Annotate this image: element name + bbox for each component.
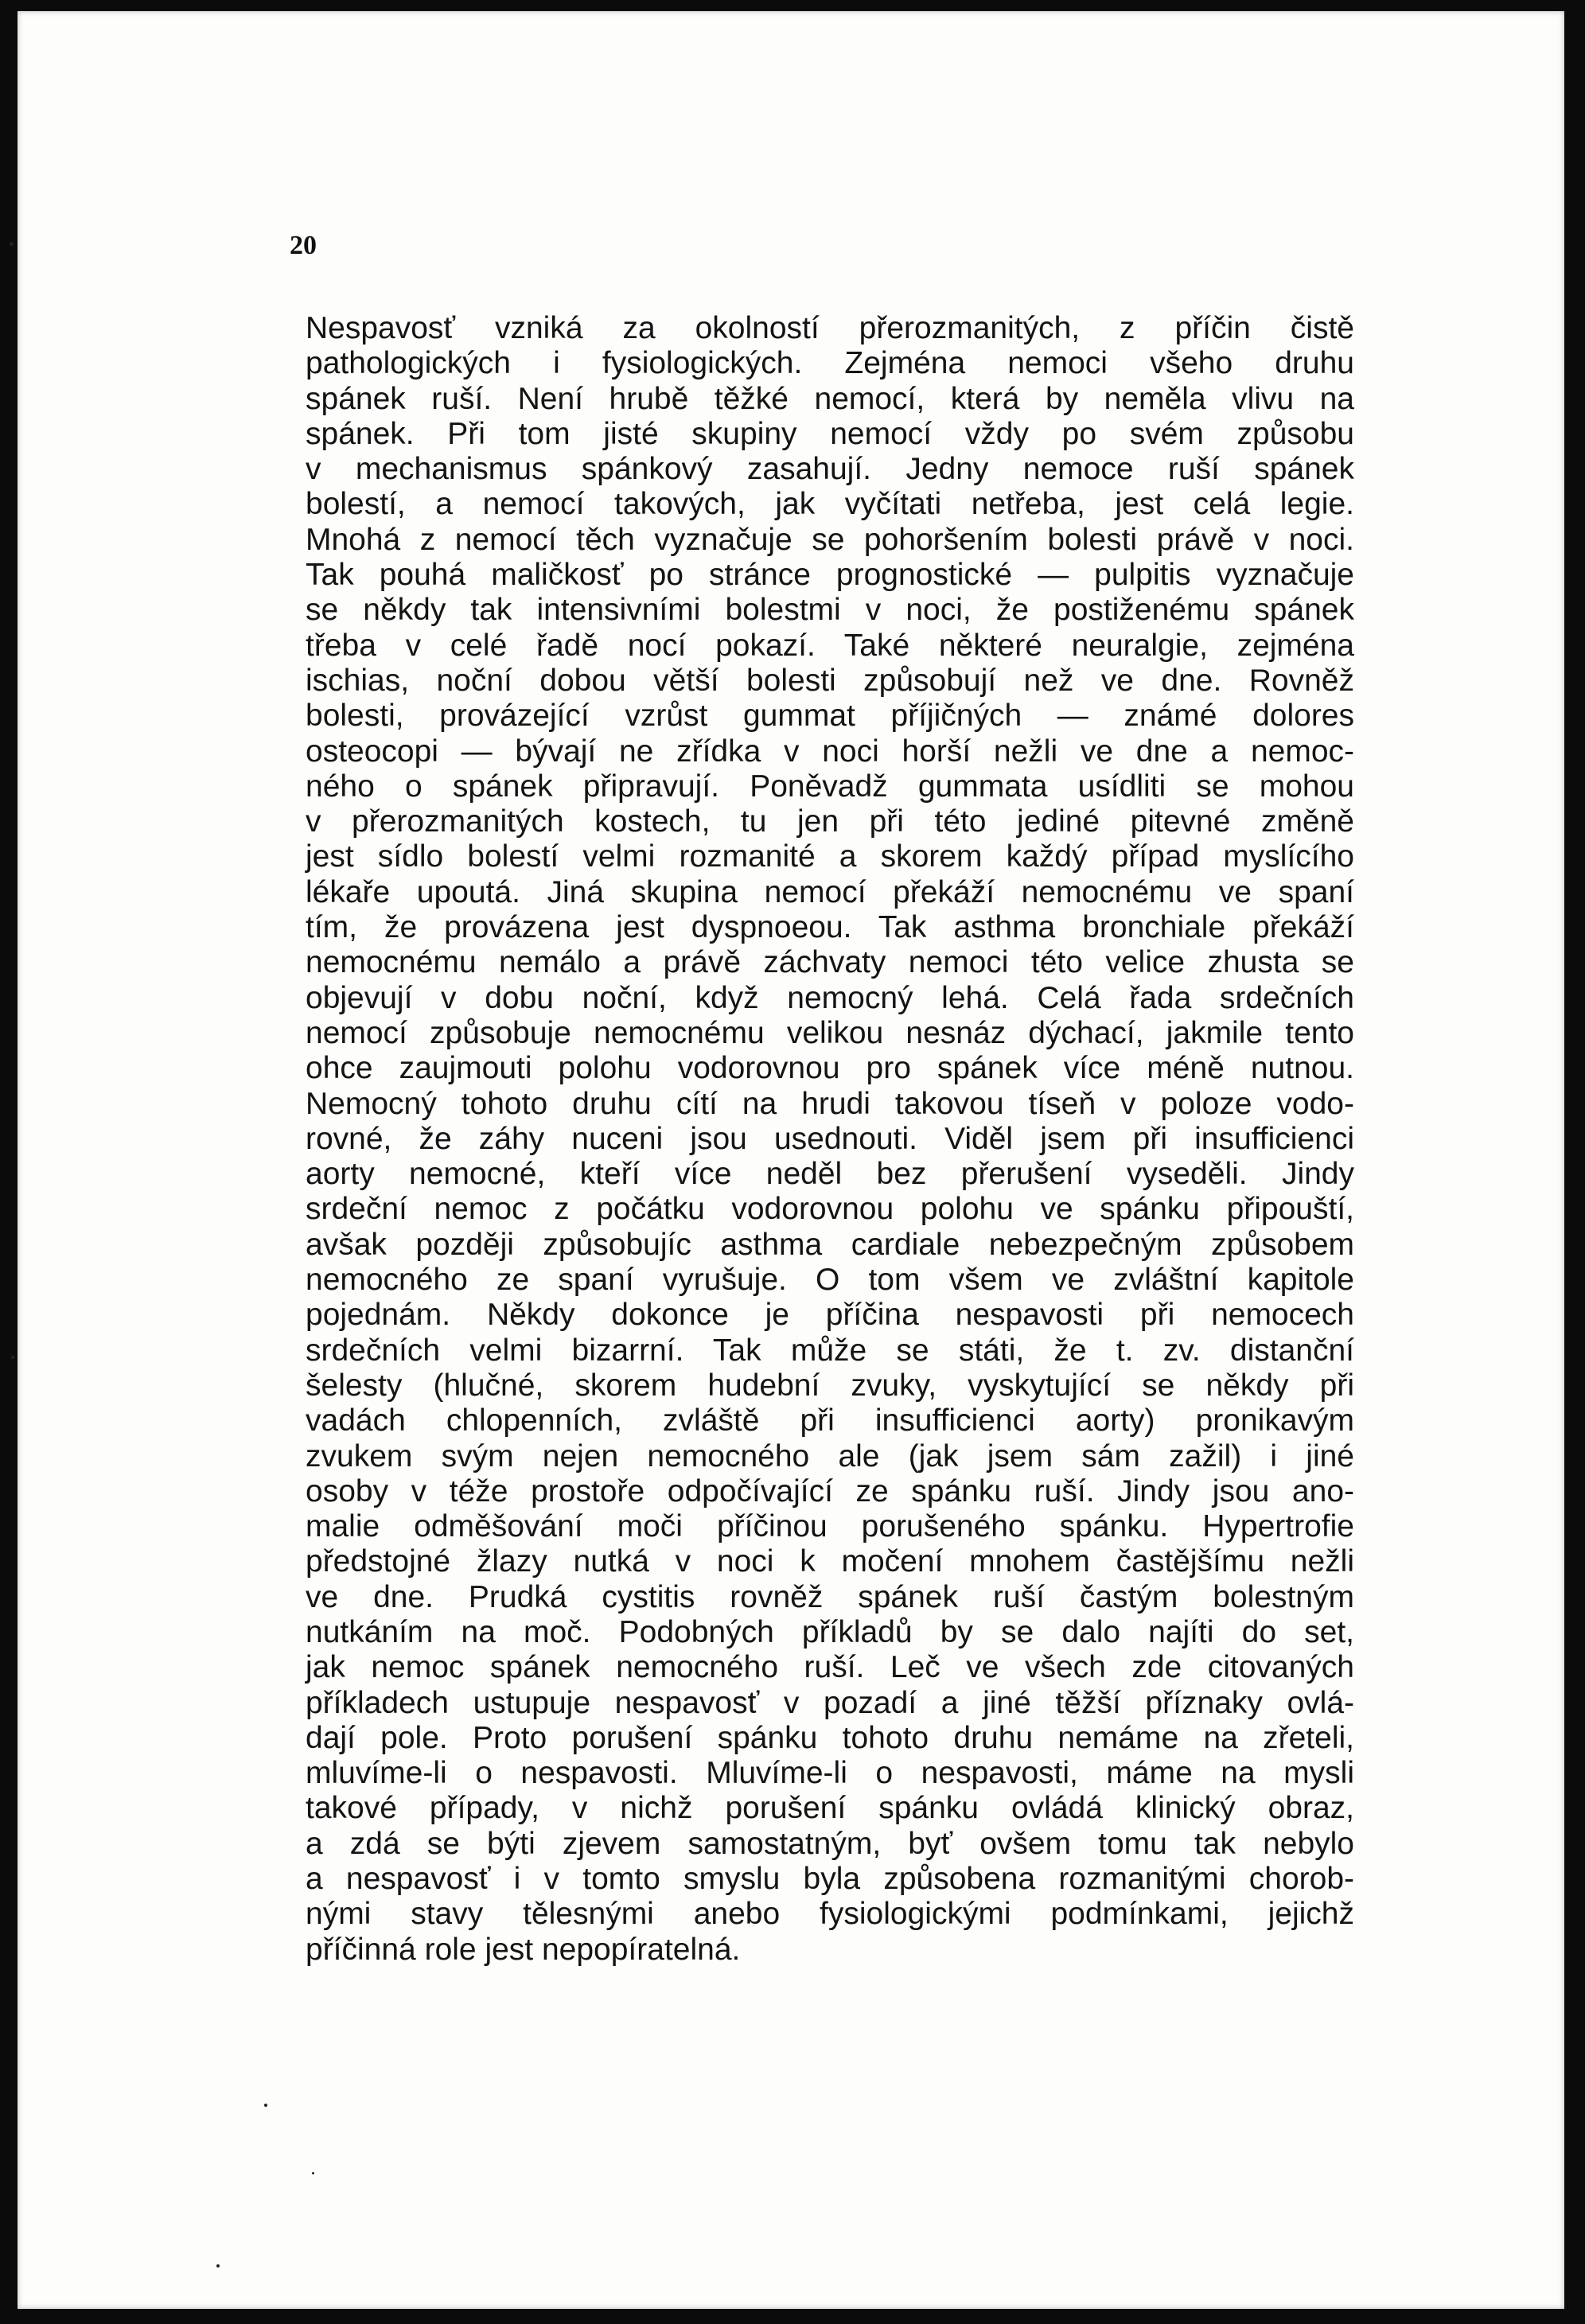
text-line: nemocí způsobuje nemocnému velikou nesnáz dýchací, jakmile tento bbox=[306, 1015, 1354, 1050]
text-line: příkladech ustupuje nespavosť v pozadí a jiné těžší příznaky ovlá- bbox=[306, 1685, 1354, 1720]
text-line: šelesty (hlučné, skorem hudební zvuky, vyskytující se někdy při bbox=[306, 1368, 1354, 1403]
text-line: mluvíme-li o nespavosti. Mluvíme-li o nespavosti, máme na mysli bbox=[306, 1756, 1354, 1791]
text-line: v mechanismus spánkový zasahují. Jedny nemoce ruší spánek bbox=[306, 452, 1354, 487]
scan-speck bbox=[312, 2172, 314, 2174]
text-line: bolestí, a nemocí takových, jak vyčítati netřeba, jest celá legie. bbox=[306, 487, 1354, 522]
text-line: a nespavosť i v tomto smyslu byla způsobena rozmanitými chorob- bbox=[306, 1862, 1354, 1897]
scan-speck bbox=[10, 242, 14, 246]
text-line: osoby v téže prostoře odpočívající ze spánku ruší. Jindy jsou ano- bbox=[306, 1473, 1354, 1508]
text-line: ohce zaujmouti polohu vodorovnou pro spánek více méně nutnou. bbox=[306, 1051, 1354, 1086]
scan-speck bbox=[11, 1356, 14, 1359]
text-line: bolesti, provázející vzrůst gummat příjičných — známé dolores bbox=[306, 699, 1354, 734]
text-line: malie odměšování moči příčinou porušeného spánku. Hypertrofie bbox=[306, 1509, 1354, 1544]
text-line: takové případy, v nichž porušení spánku ovládá klinický obraz, bbox=[306, 1791, 1354, 1826]
text-line: spánek ruší. Není hrubě těžké nemocí, která by neměla vlivu na bbox=[306, 381, 1354, 416]
text-line: v přerozmanitých kostech, tu jen při této jediné pitevné změně bbox=[306, 804, 1354, 839]
text-line: nemocnému nemálo a právě záchvaty nemoci této velice zhusta se bbox=[306, 945, 1354, 980]
text-line: spánek. Při tom jisté skupiny nemocí vždy po svém způsobu bbox=[306, 416, 1354, 451]
text-line: rovné, že záhy nuceni jsou usednouti. Viděl jsem při insufficienci bbox=[306, 1121, 1354, 1156]
text-line: nemocného ze spaní vyrušuje. O tom všem ve zvláštní kapitole bbox=[306, 1263, 1354, 1298]
text-line: ve dne. Prudká cystitis rovněž spánek ruší častým bolestným bbox=[306, 1579, 1354, 1614]
text-line: tím, že provázena jest dyspnoeou. Tak asthma bronchiale překáží bbox=[306, 910, 1354, 945]
text-line: Nespavosť vzniká za okolností přerozmanitých, z příčin čistě bbox=[306, 311, 1354, 345]
page-number: 20 bbox=[290, 231, 317, 260]
text-line: Nemocný tohoto druhu cítí na hrudi takovou tíseň v poloze vodo- bbox=[306, 1086, 1354, 1121]
scan-speck bbox=[216, 2264, 220, 2268]
text-line: nutkáním na moč. Podobných příkladů by se dalo najíti do set, bbox=[306, 1614, 1354, 1649]
body-paragraph bbox=[306, 311, 1354, 1968]
text-line: srdeční nemoc z počátku vodorovnou polohu ve spánku připouští, bbox=[306, 1192, 1354, 1227]
scan-speck bbox=[264, 2104, 267, 2107]
text-line: dají pole. Proto porušení spánku tohoto druhu nemáme na zřeteli, bbox=[306, 1720, 1354, 1755]
text-line: Mnohá z nemocí těch vyznačuje se pohoršením bolesti právě v noci. bbox=[306, 522, 1354, 557]
text-line: nými stavy tělesnými anebo fysiologickými podmínkami, jejichž bbox=[306, 1897, 1354, 1932]
book-page bbox=[18, 11, 1564, 2309]
text-line: ischias, noční dobou větší bolesti způsobují než ve dne. Rovněž bbox=[306, 663, 1354, 698]
text-line: příčinná role jest nepopíratelná. bbox=[306, 1932, 741, 1967]
text-line: zvukem svým nejen nemocného ale (jak jsem sám zažil) i jiné bbox=[306, 1438, 1354, 1473]
text-line: srdečních velmi bizarrní. Tak může se státi, že t. zv. distanční bbox=[306, 1333, 1354, 1368]
text-line: aorty nemocné, kteří více neděl bez přerušení vyseděli. Jindy bbox=[306, 1157, 1354, 1192]
text-line: vadách chlopenních, zvláště při insufficienci aorty) pronikavým bbox=[306, 1403, 1354, 1438]
text-line: pojednám. Někdy dokonce je příčina nespavosti při nemocech bbox=[306, 1298, 1354, 1333]
text-line: jest sídlo bolestí velmi rozmanité a skorem každý případ myslícího bbox=[306, 839, 1354, 874]
text-line: osteocopi — bývají ne zřídka v noci horší nežli ve dne a nemoc- bbox=[306, 734, 1354, 769]
text-line: avšak později způsobujíc asthma cardiale nebezpečným způsobem bbox=[306, 1227, 1354, 1262]
text-line: lékaře upoutá. Jiná skupina nemocí překáží nemocnému ve spaní bbox=[306, 874, 1354, 909]
text-line: se někdy tak intensivními bolestmi v noci, že postiženému spánek bbox=[306, 593, 1354, 628]
text-line: ného o spánek připravují. Poněvadž gummata usídliti se mohou bbox=[306, 769, 1354, 804]
text-line: Tak pouhá maličkosť po stránce prognostické — pulpitis vyznačuje bbox=[306, 558, 1354, 593]
text-line: jak nemoc spánek nemocného ruší. Leč ve všech zde citovaných bbox=[306, 1650, 1354, 1685]
text-line: předstojné žlazy nutká v noci k močení mnohem častějšímu nežli bbox=[306, 1544, 1354, 1579]
text-line: a zdá se býti zjevem samostatným, byť ovšem tomu tak nebylo bbox=[306, 1826, 1354, 1861]
text-line: pathologických i fysiologických. Zejména nemoci všeho druhu bbox=[306, 346, 1354, 381]
text-line: objevují v dobu noční, když nemocný lehá. Celá řada srdečních bbox=[306, 980, 1354, 1015]
text-line: třeba v celé řadě nocí pokazí. Také některé neuralgie, zejména bbox=[306, 628, 1354, 663]
